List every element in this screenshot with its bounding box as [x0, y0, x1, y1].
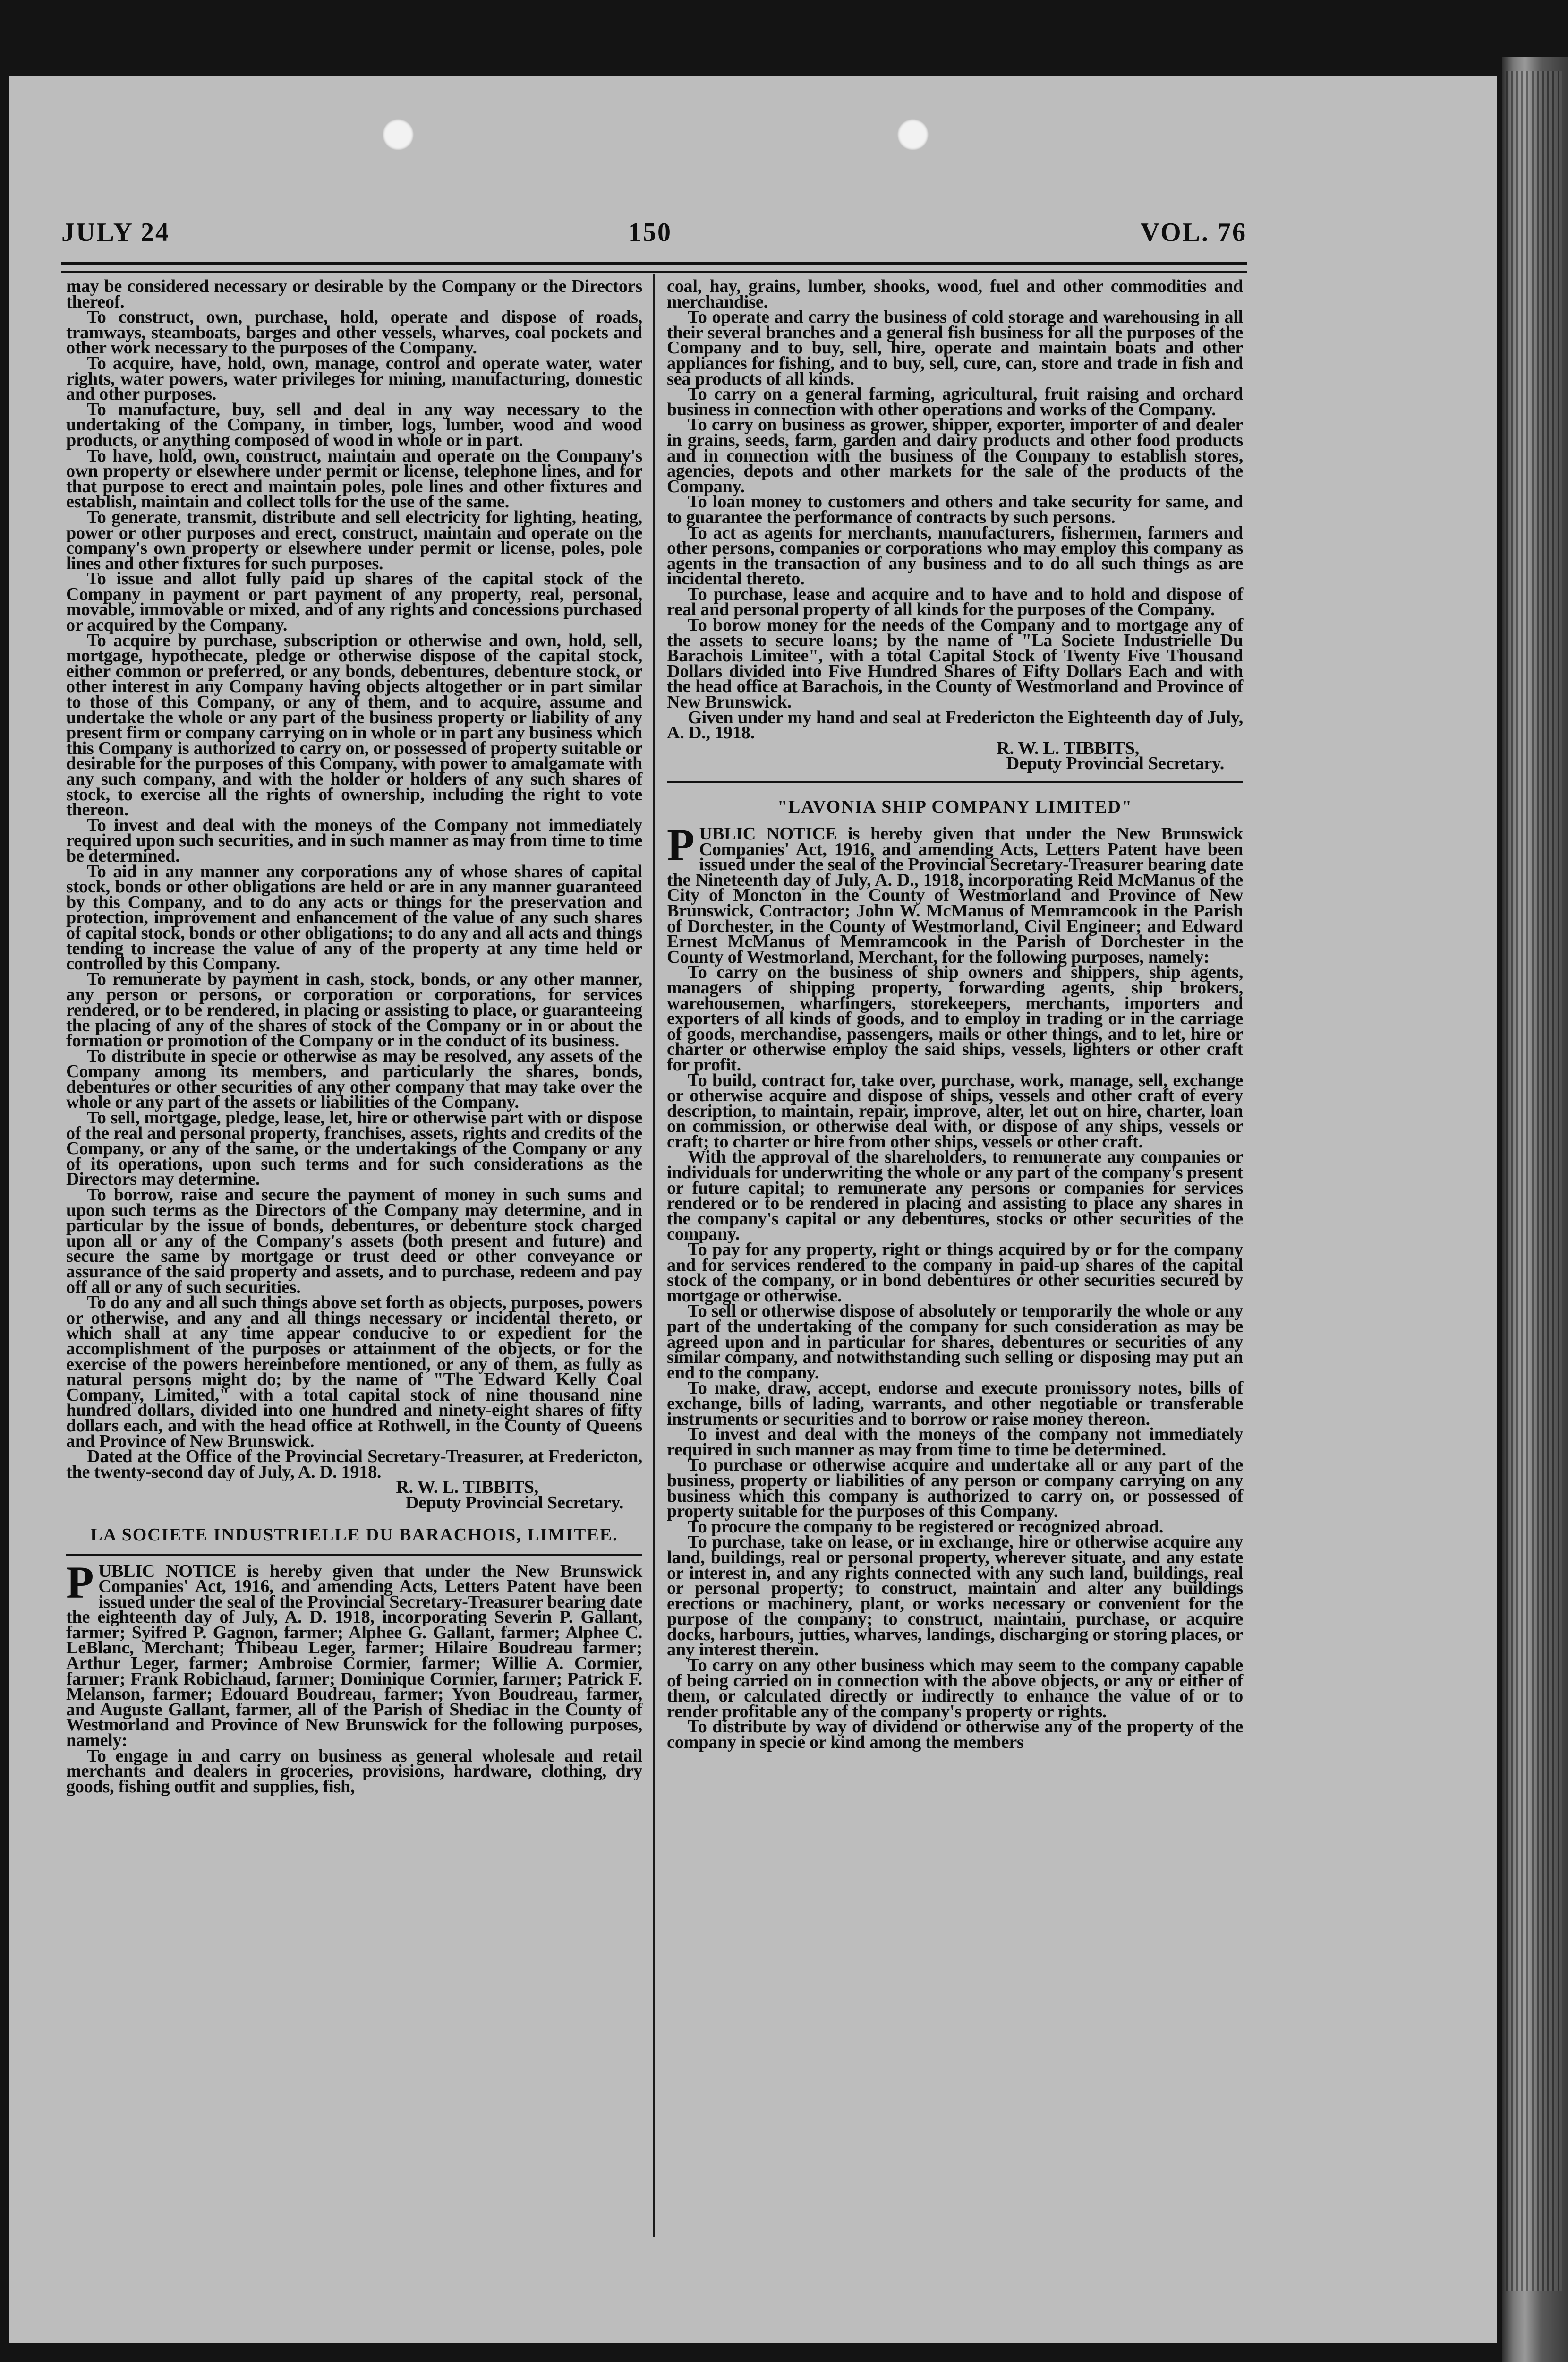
paragraph: To sell or otherwise dispose of absolutely or temporarily the whole or any part of the undertaking of the company for such consideration as may be agreed upon and in particular for shares, debentures or securities of any similar company, and notwithstanding such selling or disposing may put an end to the company. [667, 1301, 1243, 1383]
paragraph: To invest and deal with the moneys of the company not immediately required in such manner as may from time to time be determined. [667, 1424, 1243, 1460]
paragraph: To procure the company to be registered or recognized abroad. [688, 1516, 1164, 1537]
paragraph: To manufacture, buy, sell and deal in any way necessary to the undertaking of the Company, in timber, logs, lumber, wood and wood products, or anything composed of wood in whole or in part. [66, 399, 642, 450]
signature-name: R. W. L. TIBBITS, [396, 1477, 538, 1498]
paragraph: To borrow, raise and secure the payment of money in such sums and upon such terms as the Directors of the Company may determine, and in particular by the issue of bonds, debentures, or debenture stock charged upon all or any of the Company's assets (both present and future) and secure the same by mortgage or trust deed or other conveyance or assurance of the said property and assets, and to purchase, redeem and pay off all or any of such securities. [66, 1185, 642, 1297]
paragraph: may be considered necessary or desirable by the Company or the Directors thereof. [66, 276, 642, 312]
notice-first-text: UBLIC NOTICE is hereby given that under the New Brunswick Companies' Act, 1916, and amending Acts, Letters Patent have been issued under the seal of the Provincial Secretary-Treasurer bearing date the Nineteenth day of July, A. D., 1918, incorporating Reid McManus of the City of Moncton in the County of Westmorland and Province of New Brunswick, Contractor; John W. McManus of Memramcook in the Parish of Dorchester, in the County of Westmorland, Civil Engineer; and Edward Ernest McManus of Memramcook in the Parish of Dorchester in the County of Westmorland, Merchant, for the following purposes, namely: [667, 824, 1243, 967]
paragraph: To construct, own, purchase, hold, operate and dispose of roads, tramways, steamboats, barges and other vessels, wharves, coal pockets and other work necessary to the purposes of the Company. [66, 307, 642, 358]
header-rule-thin [61, 271, 1247, 273]
drop-cap: P [667, 820, 695, 870]
paragraph: To distribute by way of dividend or otherwise any of the property of the company in specie or kind among the members [667, 1717, 1243, 1753]
paragraph: To loan money to customers and others and take security for same, and to guarantee the performance of contracts by such persons. [667, 492, 1243, 527]
paragraph: To carry on business as grower, shipper, exporter, importer of and dealer in grains, seeds, farm, garden and dairy products and other food products and in connection with the business of the Company to establish stores, agencies, depots and other markets for the sale of the products of the Company. [667, 415, 1243, 496]
paragraph: To build, contract for, take over, purchase, work, manage, sell, exchange or otherwise acquire and dispose of ships, vessels and other craft of every description, to maintain, repair, improve, alter, let out on hire, charter, loan on commission, or otherwise deal with, or dispose of any ships, vessels or craft; to charter or hire from other ships, vessels or other craft. [667, 1070, 1243, 1152]
paragraph: To carry on a general farming, agricultural, fruit raising and orchard business in connection with other operations and works of the Company. [667, 384, 1243, 419]
page-header [61, 217, 1247, 260]
paragraph: To carry on any other business which may seem to the company capable of being carried on in connection with the above objects, or any or either of them, or calculated directly or indirectly to enhance the value of or to render profitable any of the company's property or rights. [667, 1655, 1243, 1721]
notice-heading-barachois: LA SOCIETE INDUSTRIELLE DU BARACHOIS, LIMITEE. [90, 1524, 618, 1545]
paragraph: With the approval of the shareholders, to remunerate any companies or individuals for underwriting the whole or any part of the company's present or future capital; to remunerate any persons or companies for services rendered or to be rendered in placing and assisting to place any shares in the company's capital or any debentures, stocks or other securities of the company. [667, 1147, 1243, 1244]
paragraph: To purchase, lease and acquire and to have and to hold and dispose of real and personal property of all kinds for the purposes of the Company. [667, 584, 1243, 620]
paragraph: To issue and allot fully paid up shares of the capital stock of the Company in payment or part payment of any property, real, personal, movable, immovable or mixed, and of any rights and concessions purchased or acquired by the Company. [66, 569, 642, 635]
notice-first-paragraph [667, 820, 1243, 967]
left-column [66, 276, 642, 1797]
section-rule [667, 781, 1243, 783]
signature-name: R. W. L. TIBBITS, [997, 738, 1139, 758]
paragraph: To remunerate by payment in cash, stock, bonds, or any other manner, any person or persons, or corporation or corporations, for services rendered, or to be rendered, in placing or assisting to place, or guaranteeing the placing of any of the shares of stock of the Company or in or about the formation or promotion of the Company or in the conduct of its business. [66, 969, 642, 1051]
paragraph: To do any and all such things above set forth as objects, purposes, powers or otherwise, and any and all things necessary or incidental thereto, or which shall at any time appear conducive to or expedient for the accomplishment of the purposes or attainment of the objects, or for the exercise of the powers hereinbefore mentioned, or any of them, as fully as natural persons might do; by the name of "The Edward Kelly Coal Company, Limited," with a total capital stock of nine thousand nine hundred dollars, divided into one hundred and ninety-eight shares of fifty dollars each, and with the head office at Rothwell, in the County of Queens and Province of New Brunswick. [66, 1292, 642, 1451]
right-column [667, 276, 1243, 1753]
paragraph: To carry on the business of ship owners and shippers, ship agents, managers of shipping property, forwarding agents, ship brokers, warehousemen, wharfingers, storekeepers, merchants, importers and exporters of all kinds of goods, and to employ in trading or in the carriage of goods, merchandise, passengers, mails or other things, and to let, hire or charter or otherwise employ the said ships, vessels, lighters or other craft for profit. [667, 962, 1243, 1075]
given-line: Given under my hand and seal at Fredericton the Eighteenth day of July, A. D., 1918. [667, 707, 1243, 743]
signature-title: Deputy Provincial Secretary. [1006, 753, 1224, 774]
paragraph: To operate and carry the business of cold storage and warehousing in all their several branches and a general fish business for all the purposes of the Company and to buy, sell, hire, operate and maintain boats and other appliances for fishing, and to buy, sell, cure, can, store and trade in fish and sea products of all kinds. [667, 307, 1243, 389]
lavonia-notice [667, 820, 1243, 1753]
signature-title: Deputy Provincial Secretary. [405, 1492, 623, 1513]
notice-heading-lavonia: "LAVONIA SHIP COMPANY LIMITED" [777, 797, 1133, 817]
punch-hole-left [383, 119, 414, 150]
paragraph: coal, hay, grains, lumber, shooks, wood, fuel and other commodities and merchandise. [667, 276, 1243, 312]
document-page [9, 76, 1497, 2343]
barachois-notice [66, 1557, 642, 1797]
paragraph: To act as agents for merchants, manufacturers, fishermen, farmers and other persons, companies or corporations who may employ this company as agents in the transaction of any business and to do all such things as are incidental thereto. [667, 522, 1243, 589]
paragraph: To purchase or otherwise acquire and undertake all or any part of the business, property or liabilities of any person or company carrying on any business which this company is authorized to carry on, or possessed of property suitable for the purposes of this Company. [667, 1455, 1243, 1522]
punch-hole-right [897, 119, 929, 150]
paragraph: To aid in any manner any corporations any of whose shares of capital stock, bonds or other obligations are held or are in any manner guaranteed by this Company, and to do any acts or things for the preservation and protection, improvement and enhancement of the value of any such shares of capital stock, bonds or other obligations; to do any and all acts and things tending to increase the value of any of the property at any time held or controlled by this Company. [66, 861, 642, 974]
heading-rule [66, 1554, 642, 1556]
paragraph: To distribute in specie or otherwise as may be resolved, any assets of the Company among its members, and particularly the shares, bonds, debentures or other securities of any other company that may take over the whole or any part of the assets or liabilities of the Company. [66, 1046, 642, 1113]
paragraph: To borow money for the needs of the Company and to mortgage any of the assets to secure loans; by the name of "La Societe Industrielle Du Barachois Limitee", with a total Capital Stock of Twenty Five Thousand Dollars divided into Five Hundred Shares of Fifty Dollars Each and with the head office at Barachois, in the County of Westmorland and Province of New Brunswick. [667, 615, 1243, 712]
header-page-number: 150 [628, 218, 672, 247]
notice-first-paragraph [66, 1557, 642, 1751]
header-rule-thick [61, 262, 1247, 265]
column-divider [653, 274, 655, 2237]
header-date: JULY 24 [61, 218, 170, 247]
paragraph: To make, draw, accept, endorse and execute promissory notes, bills of exchange, bills of lading, warrants, and other negotiable or transferable instruments or securities and to borrow or raise money thereon. [667, 1378, 1243, 1429]
page-stack-edges [1506, 71, 1562, 2291]
paragraph: To engage in and carry on business as general wholesale and retail merchants and dealers in groceries, provisions, hardware, clothing, dry goods, fishing outfit and supplies, fish, [66, 1746, 642, 1797]
paragraph: To have, hold, own, construct, maintain and operate on the Company's own property or elsewhere under permit or license, telephone lines, and for that purpose to erect and maintain poles, pole lines and other fixtures and establish, maintain and collect tolls for the use of the same. [66, 445, 642, 512]
paragraph: To generate, transmit, distribute and sell electricity for lighting, heating, power or other purposes and erect, construct, maintain and operate on the company's own property or elsewhere under permit or license, poles, pole lines and other fixtures for such purposes. [66, 507, 642, 573]
paragraph: To purchase, take on lease, or in exchange, hire or otherwise acquire any land, buildings, real or personal property, wherever situate, and any estate or interest in, and any rights connected with any such land, buildings, real or personal property; to construct, maintain and alter any buildings erections or machinery, plant, or works necessary or convenient for the purpose of the company; to construct, maintain, purchase, or acquire docks, harbours, jutties, wharves, landings, discharging or storing places, or any interest therein. [667, 1532, 1243, 1660]
drop-cap: P [66, 1557, 94, 1608]
notice-first-text: UBLIC NOTICE is hereby given that under the New Brunswick Companies' Act, 1916, and amending Acts, Letters Patent have been issued under the seal of the Provincial Secretary-Treasurer bearing date the eighteenth day of July, A. D. 1918, incorporating Severin P. Gallant, farmer; Syifred P. Gagnon, farmer; Alphee G. Gallant, farmer; Alphee C. LeBlanc, Merchant; Thibeau Leger, farmer; Hilaire Boudreau farmer; Arthur Leger, farmer; Ambroise Cormier, farmer; Willie A. Cormier, farmer; Frank Robichaud, farmer; Dominique Cormier, farmer; Patrick F. Melanson, farmer; Edouard Boudreau, farmer; Yvon Boudreau, farmer, and Auguste Gallant, farmer, all of the Parish of Shediac in the County of Westmorland and Province of New Brunswick for the following purposes, namely: [66, 1561, 642, 1751]
right-intro-section [667, 276, 1243, 774]
paragraph: To sell, mortgage, pledge, lease, let, hire or otherwise part with or dispose of the real and personal property, franchises, assets, rights and credits of the Company, or any of the same, or the undertakings of the Company or any of its operations, upon such terms and for such considerations as the Directors may determine. [66, 1108, 642, 1190]
paragraph: To invest and deal with the moneys of the Company not immediately required upon such securities, and in such manner as may from time to time be determined. [66, 815, 642, 866]
paragraph: To acquire by purchase, subscription or otherwise and own, hold, sell, mortgage, hypothecate, pledge or otherwise dispose of the capital stock, either common or preferred, or any bonds, debentures, debenture stock, or other interest in any Company having objects altogether or in part similar to those of this Company, or any of them, and to acquire, assume and undertake the whole or any part of the business property or liability of any present firm or company carrying on in whole or in part any business which this Company is authorized to carry on, or possessed of property suitable or desirable for the purposes of this Company, with power to amalgamate with any such company, and with the holder or holders of any such shares of stock, to exercise all the rights of ownership, including the right to vote thereon. [66, 630, 642, 820]
left-intro-section [66, 276, 642, 1513]
dated-line: Dated at the Office of the Provincial Secretary-Treasurer, at Fredericton, the twenty-second day of July, A. D. 1918. [66, 1446, 642, 1482]
paragraph: To pay for any property, right or things acquired by or for the company and for services rendered to the company in paid-up shares of the capital stock of the company, or in bond debentures or other securities secured by mortgage or otherwise. [667, 1240, 1243, 1306]
paragraph: To acquire, have, hold, own, manage, control and operate water, water rights, water powers, water privileges for mining, manufacturing, domestic and other purposes. [66, 353, 642, 404]
header-volume: VOL. 76 [1140, 218, 1247, 247]
